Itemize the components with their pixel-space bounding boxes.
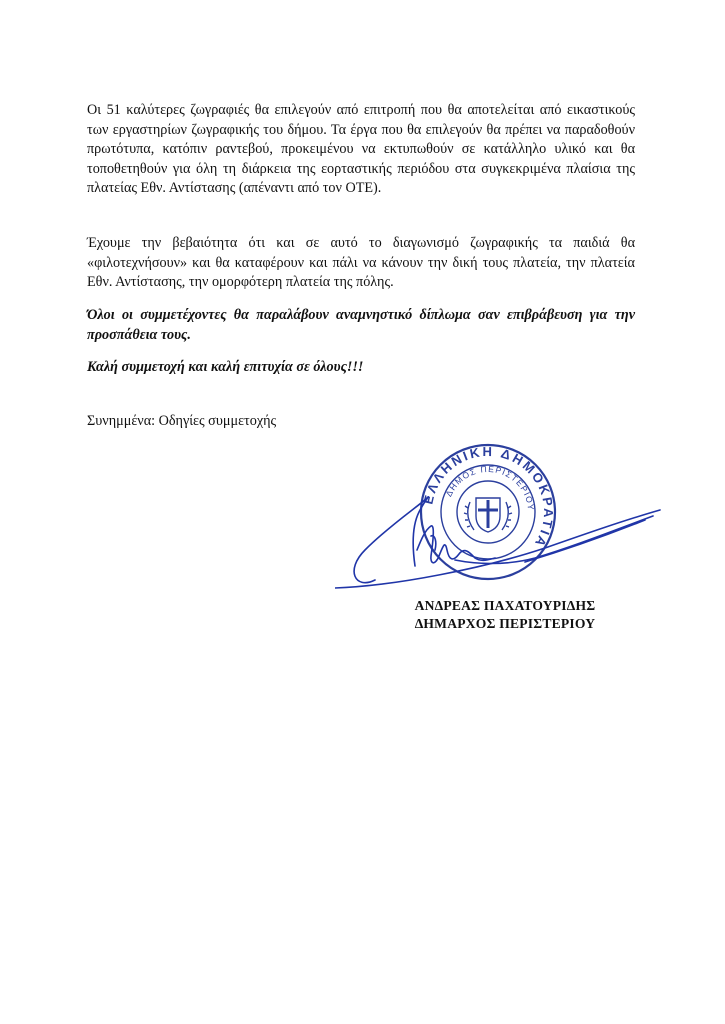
signatory-title: ΔΗΜΑΡΧΟΣ ΠΕΡΙΣΤΕΡΙΟΥ xyxy=(414,616,596,631)
seal-inner-text: ΔΗΜΟΣ ΠΕΡΙΣΤΕΡΙΟΥ xyxy=(443,463,537,512)
seal-outer-text: ΕΛΛΗΝΙΚΗ ΔΗΜΟΚΡΑΤΙΑ xyxy=(420,443,557,552)
paragraph-confidence: Έχουμε την βεβαιότητα ότι και σε αυτό το διαγωνισμό ζωγραφικής τα παιδιά θα «φιλοτεχνήσουν» και θα καταφέρουν και πάλι να κάνουν την δική τους πλατεία, την πλατεία Εθν. Αντίστασης, την ομορφότερη πλατεία της πόλης. xyxy=(87,235,635,291)
signatory-name: ΑΝΔΡΕΑΣ ΠΑΧΑΤΟΥΡΙΔΗΣ xyxy=(414,598,596,613)
handwritten-signature xyxy=(335,470,665,600)
paragraph-diploma: Όλοι οι συμμετέχοντες θα παραλάβουν αναμνηστικό δίπλωμα σαν επιβράβευση για την προσπάθεια τους. xyxy=(87,307,635,343)
paragraph-selection: Οι 51 καλύτερες ζωγραφιές θα επιλεγούν από επιτροπή που θα αποτελείται από εικαστικούς των εργαστηρίων ζωγραφικής του δήμου. Τα έργα που θα επιλεγούν θα πρέπει να παραδοθούν πρωτότυπα, κατόπιν ραντεβού, προκειμένου να εκτυπωθούν σε κατάλληλο υλικό και θα τοποθετηθούν για όλη τη διάρκεια της εορταστικής περιόδου στα συγκεκριμένα πλαίσια της πλατείας Εθν. Αντίστασης (απέναντι από τον ΟΤΕ). xyxy=(87,102,635,197)
paragraph-closing: Καλή συμμετοχή και καλή επιτυχία σε όλους!!! xyxy=(87,359,364,375)
attachments-line: Συνημμένα: Οδηγίες συμμετοχής xyxy=(87,413,277,429)
